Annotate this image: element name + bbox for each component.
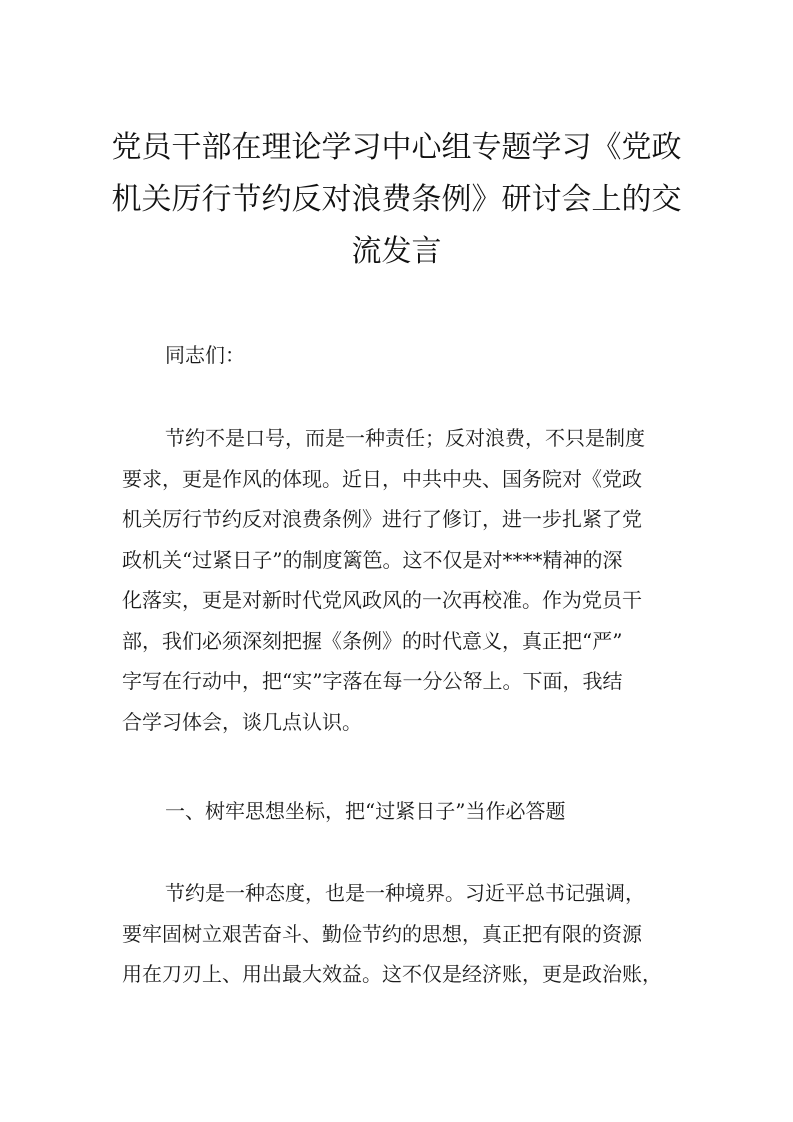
title-line: 党员干部在理论学习中心组专题学习《党政 (111, 130, 682, 165)
paragraph-line: 机关厉行节约反对浪费条例》进行了修订，进一步扎紧了党 (122, 507, 642, 531)
paragraph-line: 部，我们必须深刻把握《条例》的时代意义，真正把“严” (122, 628, 623, 653)
paragraph-line: 节约不是口号，而是一种责任；反对浪费，不只是制度 (165, 426, 645, 450)
title-line: 机关厉行节约反对浪费条例》研讨会上的交 (111, 182, 682, 217)
paragraph-line: 合学习体会，谈几点认识。 (122, 709, 362, 734)
paragraph-line: 化落实，更是对新时代党风政风的一次再校准。作为党员干 (122, 588, 642, 612)
paragraph-line: 用在刀刃上、用出最大效益。这不仅是经济账，更是政治账， (122, 962, 662, 986)
paragraph-line: 要求，更是作风的体现。近日，中共中央、国务院对《党政 (122, 466, 642, 491)
paragraph-line: 要牢固树立艰苦奋斗、勤俭节约的思想，真正把有限的资源 (122, 921, 642, 946)
document-title (100, 122, 693, 278)
paragraph-line: 字写在行动中，把“实”字落在每一分公帑上。下面，我结 (122, 669, 623, 693)
section-heading-1 (122, 791, 674, 832)
paragraph-1 (122, 418, 674, 742)
salutation-text: 同志们： (165, 343, 245, 367)
heading-text: 一、树牢思想坐标，把“过紧日子”当作必答题 (165, 799, 566, 823)
paragraph-line: 节约是一种态度，也是一种境界。习近平总书记强调， (165, 881, 645, 905)
paragraph-line: 政机关“过紧日子”的制度篱笆。这不仅是对****精神的深 (122, 547, 623, 572)
salutation (122, 335, 674, 376)
title-line: 流发言 (351, 234, 442, 269)
paragraph-2 (122, 873, 674, 995)
